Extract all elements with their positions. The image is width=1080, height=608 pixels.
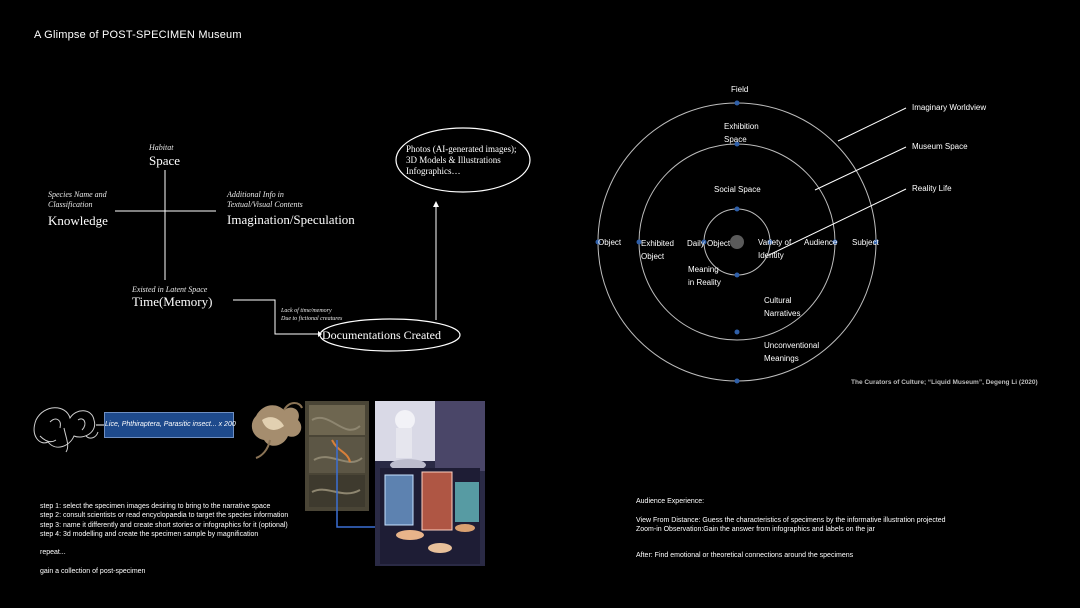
exhibition-label-line2: Space: [724, 135, 747, 144]
lab-jars-photo-image: [375, 401, 485, 566]
space-label: Space: [149, 153, 181, 168]
knowledge-label: Knowledge: [48, 213, 108, 228]
subject-label: Subject: [852, 238, 879, 247]
cultural-label-line2: Narratives: [764, 309, 801, 318]
imagination-label: Imagination/Speculation: [227, 212, 355, 227]
source-caption: The Curators of Culture; “Liquid Museum”, Degeng Li (2020): [851, 379, 1038, 386]
museum-space-label: Museum Space: [912, 142, 968, 151]
additional-info-label: Additional Info in Textual/Visual Contents: [227, 190, 303, 209]
specimen-3d-image: [252, 403, 302, 458]
field-label: Field: [731, 85, 749, 94]
cultural-label-line1: Cultural: [764, 296, 792, 305]
object-label: Object: [598, 238, 622, 247]
reality-life-label: Reality Life: [912, 184, 952, 193]
habitat-label: Habitat: [149, 143, 174, 152]
latent-space-label: Existed in Latent Space: [132, 285, 208, 294]
audience-heading: Audience Experience:: [636, 498, 705, 505]
variety-label-line2: Identity: [758, 251, 784, 260]
audience-after: After: Find emotional or theoretical connections around the specimens: [636, 552, 854, 559]
audience-label: Audience: [804, 238, 838, 247]
audience-distance: View From Distance: Guess the characteristics of specimens by the informative illustration projected: [636, 517, 946, 524]
social-space-label: Social Space: [714, 185, 761, 194]
exhibition-label-line1: Exhibition: [724, 122, 759, 131]
exhibited-label-line2: Object: [641, 252, 665, 261]
imaginary-worldview-label: Imaginary Worldview: [912, 103, 987, 112]
variety-label-line1: Variety of: [758, 238, 792, 247]
meaning-label-line2: in Reality: [688, 278, 721, 287]
outputs-label: Photos (AI-generated images); 3D Models & Illustrations Infographics…: [406, 144, 517, 176]
page-title: A Glimpse of POST-SPECIMEN Museum: [34, 29, 242, 41]
specimen-tag: Lice, Phthiraptera, Parasitic insect... x 200: [104, 412, 234, 438]
unconventional-label-line1: Unconventional: [764, 341, 820, 350]
time-memory-label: Time(Memory): [132, 294, 213, 309]
specimen-sketch-image: [34, 408, 98, 452]
lack-of-memory-note: Lack of time/memory Due to fictional creatures: [281, 308, 343, 322]
documentations-created-label: Documentations Created: [322, 328, 441, 342]
process-steps: step 1: select the specimen images desiring to bring to the narrative space step 2: consult scientists or read encyclopaedia to target the species information step 3: name it differently and create short stories or infographics for it (optional) step 4: 3d modelling and create the specimen sample by magnification repeat... gain a collection of post-specimen: [40, 503, 289, 576]
species-name-label: Species Name and Classification: [48, 190, 107, 209]
meaning-label-line1: Meaning: [688, 265, 719, 274]
unconventional-label-line2: Meanings: [764, 354, 799, 363]
exhibited-label-line1: Exhibited: [641, 239, 674, 248]
audience-zoom: Zoom-in Observation:Gain the answer from infographics and labels on the jar: [636, 526, 875, 533]
daily-object-label: Daily Object: [687, 239, 731, 248]
